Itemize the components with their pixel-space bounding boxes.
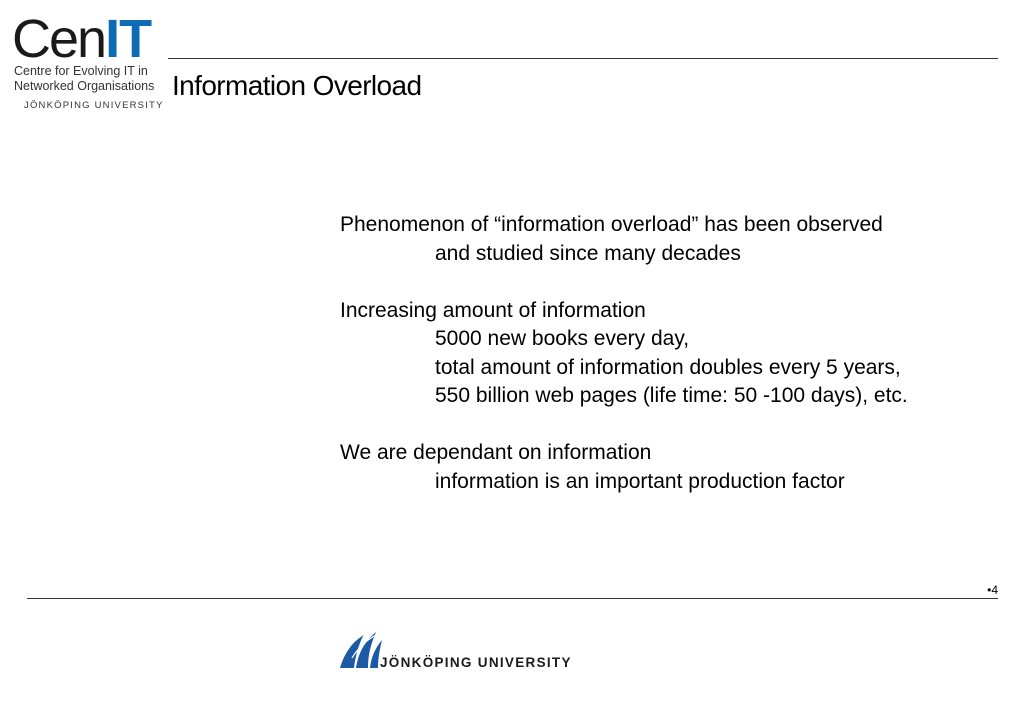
body-line: Phenomenon of “information overload” has been observed (340, 213, 883, 236)
footer-university-name: JÖNKÖPING UNIVERSITY (380, 655, 572, 670)
footer-divider (27, 598, 998, 599)
logo-subtitle-line2: Networked Organisations (14, 79, 155, 93)
logo-word-cen: Cen (12, 9, 106, 69)
footer-logo (338, 624, 578, 674)
body-line-indented: 550 billion web pages (life time: 50 -100 days), etc. (435, 384, 908, 407)
university-emblem-icon (338, 624, 384, 670)
slide-body (340, 211, 990, 496)
body-line-indented: and studied since many decades (435, 241, 741, 265)
body-line: We are dependant on information (340, 441, 652, 464)
cenit-logo (12, 9, 164, 122)
page-number: •4 (987, 583, 998, 597)
body-line-indented: 5000 new books every day, (435, 327, 690, 350)
header-divider (168, 58, 998, 59)
slide-title: Information Overload (172, 70, 422, 101)
logo-word-it: IT (105, 9, 152, 69)
body-spacer (340, 411, 990, 440)
logo-university: JÖNKÖPING UNIVERSITY (24, 100, 164, 111)
body-line-indented: total amount of information doubles every 5 years, (435, 355, 901, 379)
body-spacer (340, 268, 990, 297)
body-line: Increasing amount of information (340, 298, 646, 322)
logo-wordmark (12, 9, 152, 69)
logo-subtitle-line1: Centre for Evolving IT in (14, 64, 148, 78)
body-line-indented: information is an important production factor (435, 469, 845, 493)
